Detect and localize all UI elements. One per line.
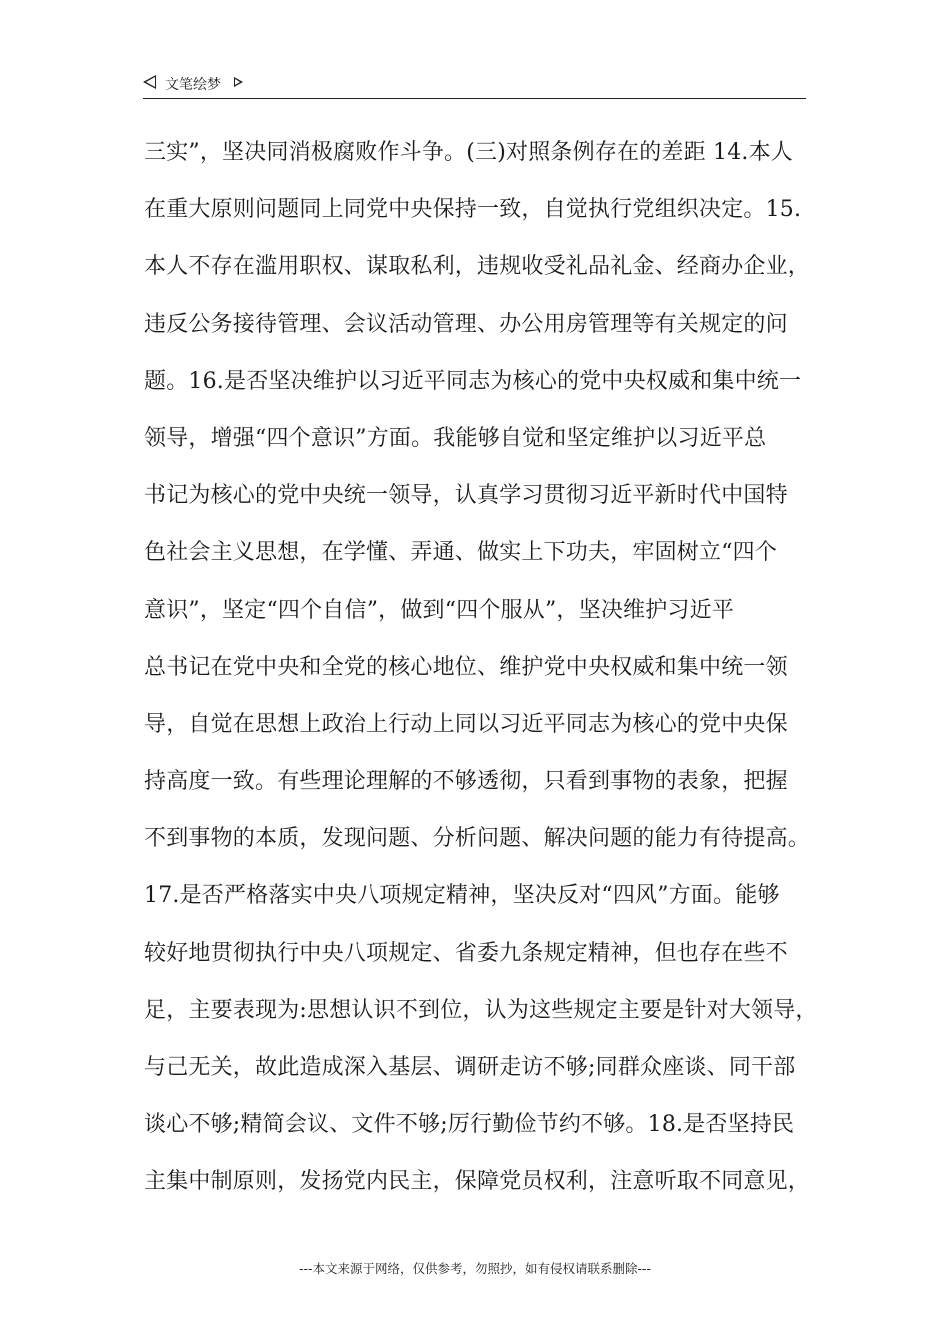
text-line: 主集中制原则，发扬党内民主，保障党员权利，注意听取不同意见， (144, 1169, 811, 1195)
text-line: 17.是否严格落实中央八项规定精神，坚决反对“四风”方面。能够 (144, 883, 780, 909)
text-line: 不到事物的本质，发现问题、分析问题、解决问题的能力有待提高。 (144, 826, 811, 852)
text-line: 足，主要表现为:思想认识不到位，认为这些规定主要是针对大领导， (144, 997, 818, 1023)
text-line: 违反公务接待管理、会议活动管理、办公用房管理等有关规定的问 (144, 311, 788, 337)
footer-disclaimer: ---本文来源于网络，仅供参考，勿照抄，如有侵权请联系删除--- (298, 1261, 652, 1276)
text-line: 与己无关，故此造成深入基层、调研走访不够;同群众座谈、同干部 (144, 1055, 796, 1080)
triangle-right-outline-icon (234, 77, 243, 87)
text-line: 谈心不够;精简会议、文件不够;厉行勤俭节约不够。18.是否坚持民 (144, 1112, 795, 1138)
text-line: 持高度一致。有些理论理解的不够透彻，只看到事物的表象，把握 (144, 769, 788, 795)
text-line: 题。16.是否坚决维护以习近平同志为核心的党中央权威和集中统一 (144, 368, 802, 394)
document-body (144, 131, 818, 1218)
header-title: 文笔绘梦 (165, 77, 221, 93)
page-header (143, 72, 806, 99)
text-line: 较好地贯彻执行中央八项规定、省委九条规定精神，但也存在些不 (144, 940, 788, 966)
text-line: 本人不存在滥用职权、谋取私利，违规收受礼品礼金、经商办企业， (144, 254, 811, 280)
text-line: 意识”，坚定“四个自信”，做到“四个服从”，坚决维护习近平 (144, 597, 735, 623)
text-line: 总书记在党中央和全党的核心地位、维护党中央权威和集中统一领 (144, 654, 788, 680)
text-line: 色社会主义思想，在学懂、弄通、做实上下功夫，牢固树立“四个 (144, 540, 778, 566)
text-line: 领导，增强“四个意识”方面。我能够自觉和坚定维护以习近平总 (144, 425, 767, 451)
text-line: 导，自觉在思想上政治上行动上同以习近平同志为核心的党中央保 (144, 711, 788, 737)
text-line: 书记为核心的党中央统一领导，认真学习贯彻习近平新时代中国特 (144, 483, 788, 509)
triangle-left-outline-icon (143, 75, 156, 89)
text-line: 在重大原则问题同上同党中央保持一致，自觉执行党组织决定。15. (144, 197, 802, 223)
text-line: 三实”，坚决同消极腐败作斗争。(三)对照条例存在的差距 14.本人 (144, 140, 793, 165)
